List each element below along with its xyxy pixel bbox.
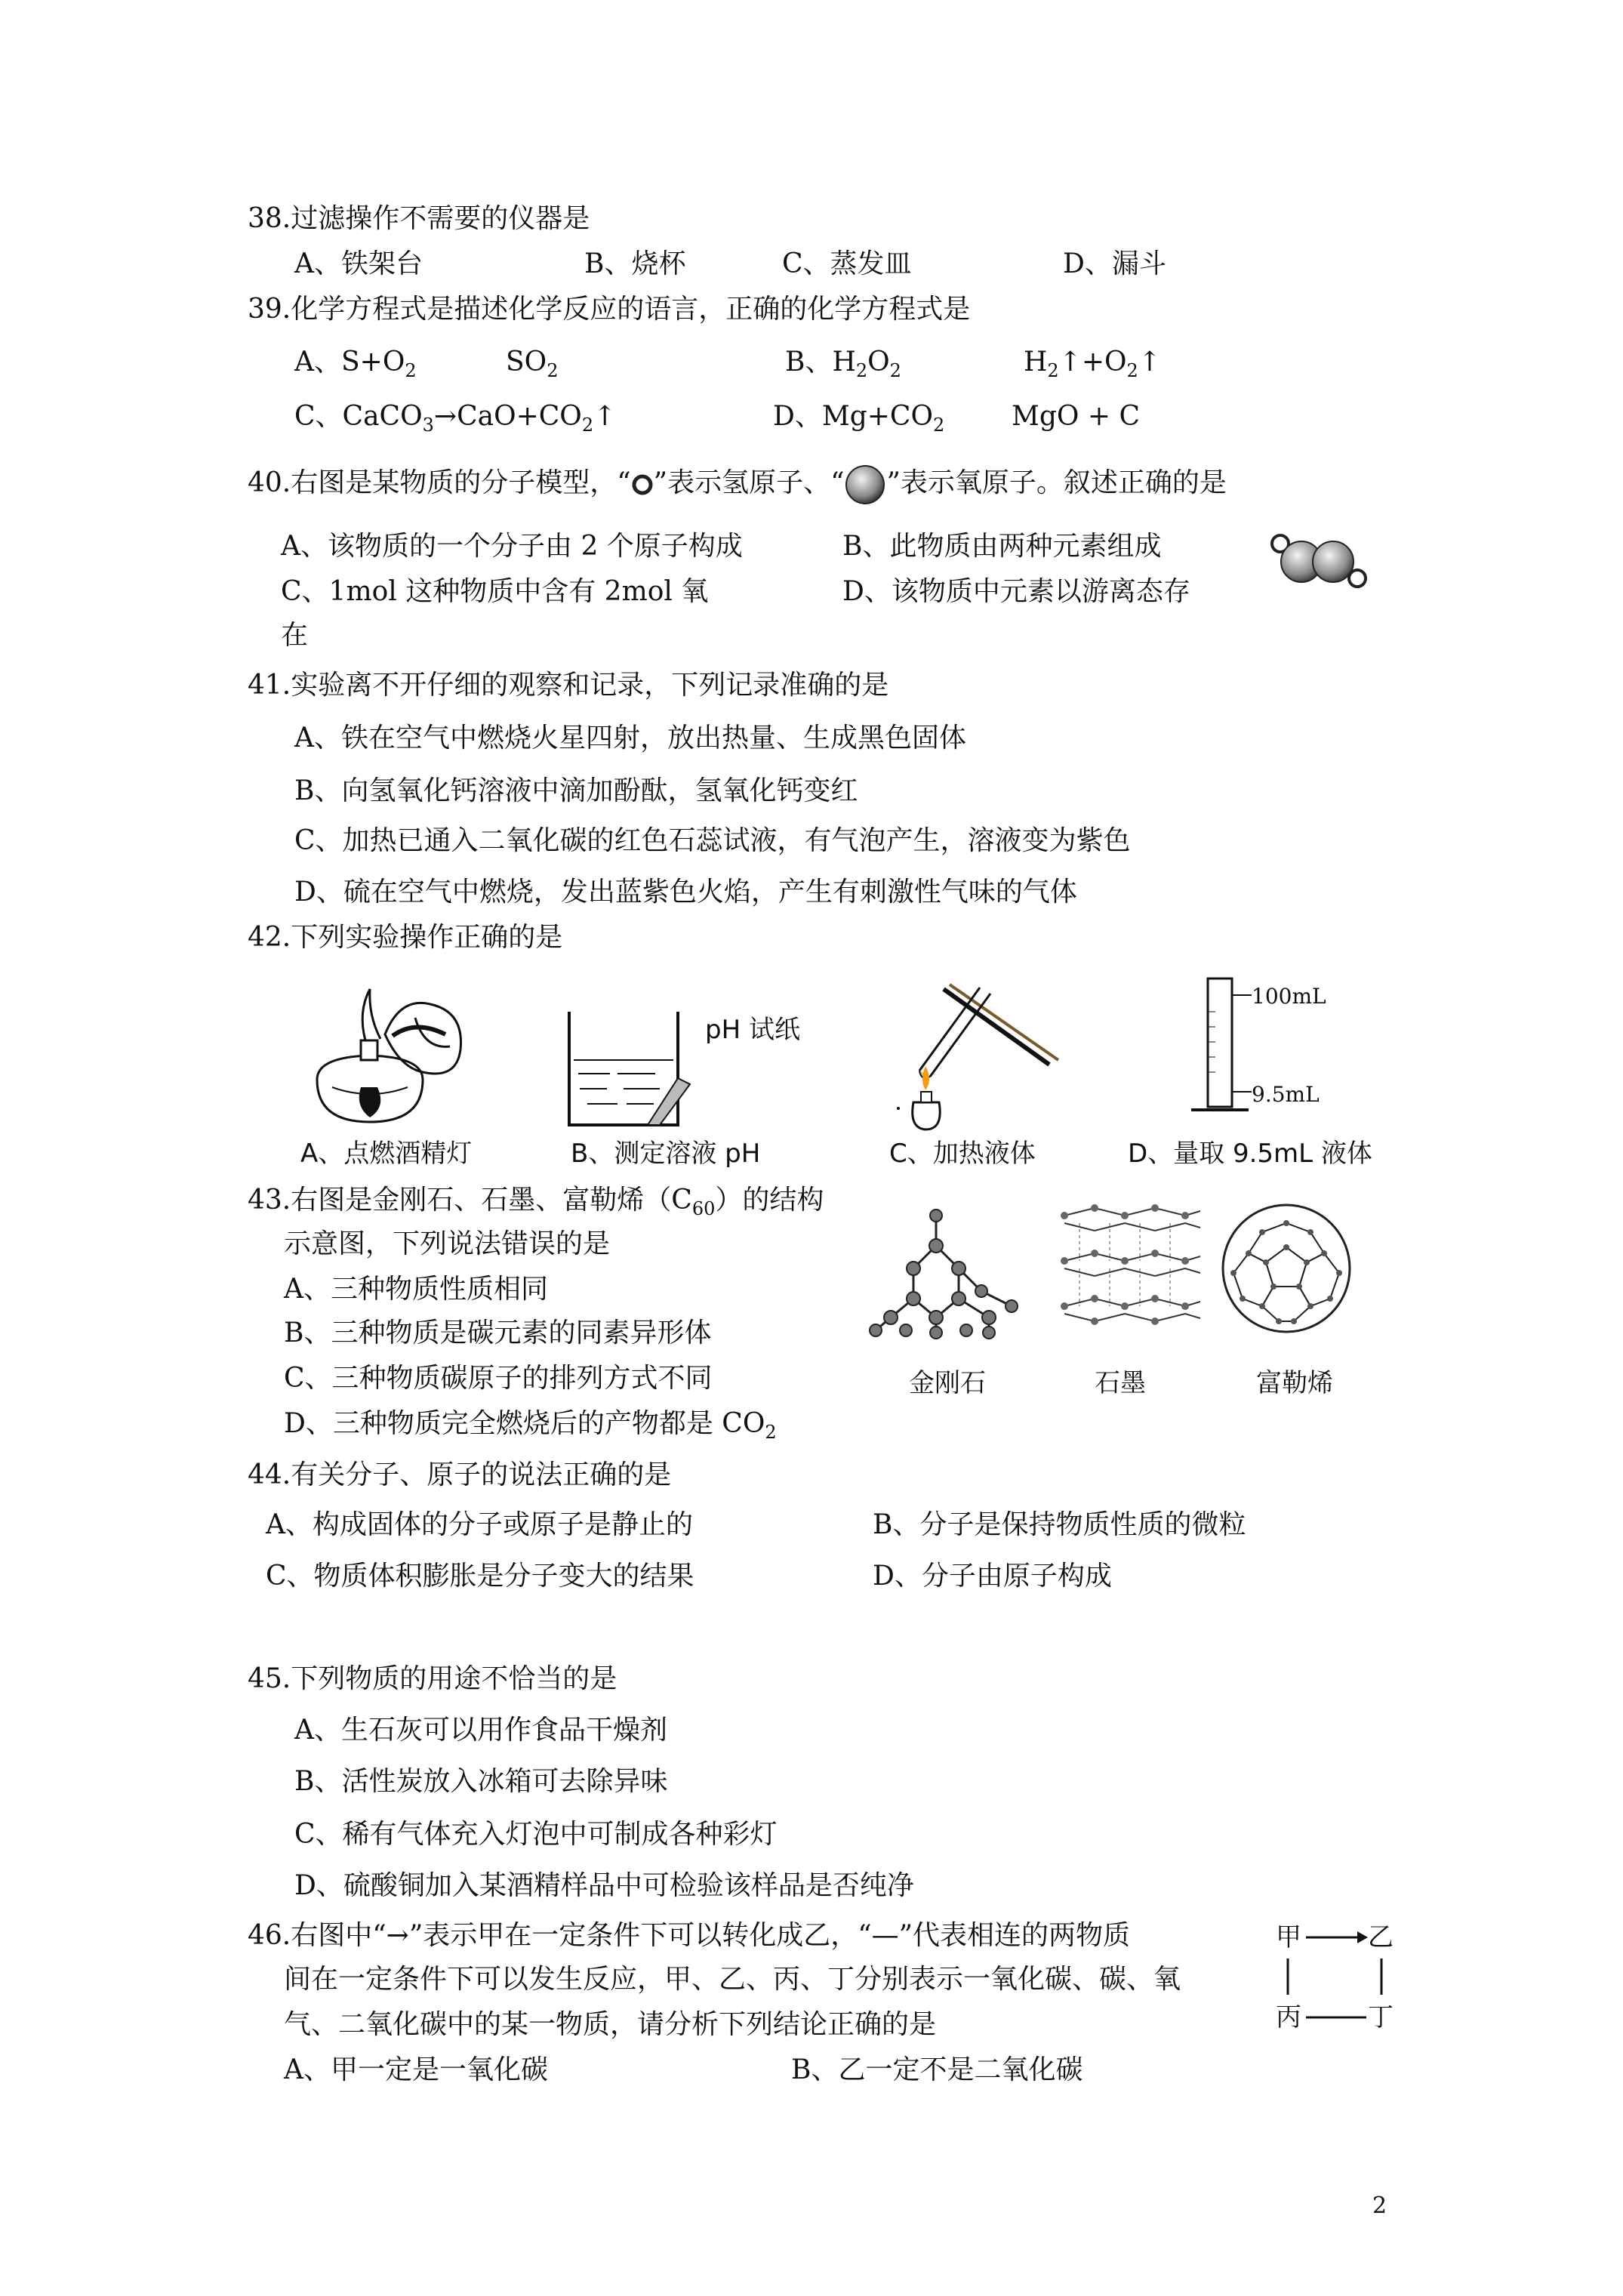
q40-option-d: D、该物质中元素以游离态存 [842,576,1190,607]
q39-option-d-rhs: MgO + C [1012,401,1141,432]
q44-option-b: B、分子是保持物质性质的微粒 [873,1509,1246,1540]
fullerene-caption: 富勒烯 [1256,1368,1333,1398]
q39-stem: 39.化学方程式是描述化学反应的语言，正确的化学方程式是 [248,294,971,325]
q45-option-b: B、活性炭放入冰箱可去除异味 [294,1766,668,1797]
q40-option-a: A、该物质的一个分子由 2 个原子构成 [281,531,743,562]
molecule-model-figure [1264,529,1372,596]
q38-option-b: B、烧杯 [584,248,686,279]
diagram-yi: 乙 [1368,1922,1394,1952]
diamond-structure-figure [861,1200,1034,1344]
q41-option-a: A、铁在空气中燃烧火星四射，放出热量、生成黑色固体 [294,723,966,754]
page-number: 2 [1372,2193,1387,2219]
graphite-structure-figure [1057,1200,1208,1344]
diamond-caption: 金刚石 [909,1368,986,1398]
q39-option-b-rhs: $H_2↑+O_2↑$ [1024,347,1161,381]
q44-option-d: D、分子由原子构成 [873,1561,1112,1592]
q46-stem-line2: 间在一定条件下可以发生反应，甲、乙、丙、丁分别表示一氧化碳、碳、氧 [284,1964,1181,1995]
q43-option-a: A、三种物质性质相同 [284,1274,548,1305]
alcohol-lamp-lighting-figure [302,974,476,1133]
relation-diagram-lines [1276,1922,1404,2036]
q43-option-d: D、三种物质完全燃烧后的产物都是 $CO_2$ [284,1408,777,1443]
q43-option-c: C、三种物质碳原子的排列方式不同 [284,1363,713,1394]
heating-liquid-figure [891,982,1064,1133]
q39-option-b-lhs: B、$H_2O_2$ [785,347,901,381]
diagram-jia: 甲 [1276,1922,1301,1952]
q43-stem-line1: 43.右图是金刚石、石墨、富勒烯$(C_{60})$的结构 [248,1185,824,1219]
q39-option-d-lhs: D、$Mg+CO_2$ [773,401,945,436]
q38-option-a: A、铁架台 [294,248,423,279]
diagram-ding: 丁 [1368,2002,1394,2032]
q41-option-d: D、硫在空气中燃烧，发出蓝紫色火焰，产生有刺激性气味的气体 [294,877,1077,908]
q41-stem: 41.实验离不开仔细的观察和记录，下列记录准确的是 [248,670,889,701]
q42-stem: 42.下列实验操作正确的是 [248,922,563,953]
diagram-bing: 丙 [1276,2002,1301,2032]
q43-option-b: B、三种物质是碳元素的同素异形体 [284,1318,712,1348]
measuring-cylinder-figure [1185,974,1253,1117]
q45-option-d: D、硫酸铜加入某酒精样品中可检验该样品是否纯净 [294,1870,914,1901]
cylinder-bottom-label: 9.5mL [1252,1082,1320,1107]
q46-option-b: B、乙一定不是二氧化碳 [791,2054,1083,2085]
q39-option-a-lhs: A、$S+O_2$ [294,347,417,381]
ph-test-figure [565,1004,693,1133]
q40-option-b: B、此物质由两种元素组成 [842,531,1162,562]
q44-stem: 44.有关分子、原子的说法正确的是 [248,1459,672,1490]
q46-stem-line3: 气、二氧化碳中的某一物质，请分析下列结论正确的是 [284,2009,937,2040]
q38-option-c: C、蒸发皿 [782,248,912,279]
fullerene-structure-figure [1218,1200,1354,1336]
q42-caption-d: D、量取 9.5mL 液体 [1128,1139,1372,1169]
q39-option-a-rhs: $SO_2$ [506,347,559,381]
hydrogen-atom-icon [631,473,654,496]
q40-stem: 40.右图是某物质的分子模型，“ ”表示氢原子、“ ”表示氧原子。叙述正确的是 [248,464,1227,506]
graphite-caption: 石墨 [1095,1368,1146,1398]
q46-stem-line1: 46.右图中“→”表示甲在一定条件下可以转化成乙，“—”代表相连的两物质 [248,1920,1131,1951]
q43-stem-line2: 示意图，下列说法错误的是 [284,1228,611,1259]
q45-stem: 45.下列物质的用途不恰当的是 [248,1663,617,1694]
q44-option-c: C、物质体积膨胀是分子变大的结果 [266,1561,694,1592]
q45-option-c: C、稀有气体充入灯泡中可制成各种彩灯 [294,1819,778,1850]
q46-option-a: A、甲一定是一氧化碳 [284,2054,548,2085]
q41-option-c: C、加热已通入二氧化碳的红色石蕊试液，有气泡产生，溶液变为紫色 [294,825,1131,856]
q42-caption-c: C、加热液体 [889,1139,1036,1169]
q40-option-c: C、1mol 这种物质中含有 2mol 氧 [281,576,709,607]
ph-paper-label: pH 试纸 [705,1015,800,1045]
q42-caption-b: B、测定溶液 pH [571,1139,761,1169]
q39-option-c: C、$CaCO_3\to CaO+CO_2↑$ [294,401,617,436]
cylinder-top-label: 100mL [1252,984,1326,1009]
q42-caption-a: A、点燃酒精灯 [300,1139,473,1169]
q41-option-b: B、向氢氧化钙溶液中滴加酚酞，氢氧化钙变红 [294,775,858,806]
q40-option-d-cont: 在 [281,620,309,651]
q45-option-a: A、生石灰可以用作食品干燥剂 [294,1715,667,1746]
q38-option-d: D、漏斗 [1063,248,1166,279]
q44-option-a: A、构成固体的分子或原子是静止的 [266,1509,693,1540]
q38-stem: 38.过滤操作不需要的仪器是 [248,203,590,234]
oxygen-atom-icon [844,464,886,506]
